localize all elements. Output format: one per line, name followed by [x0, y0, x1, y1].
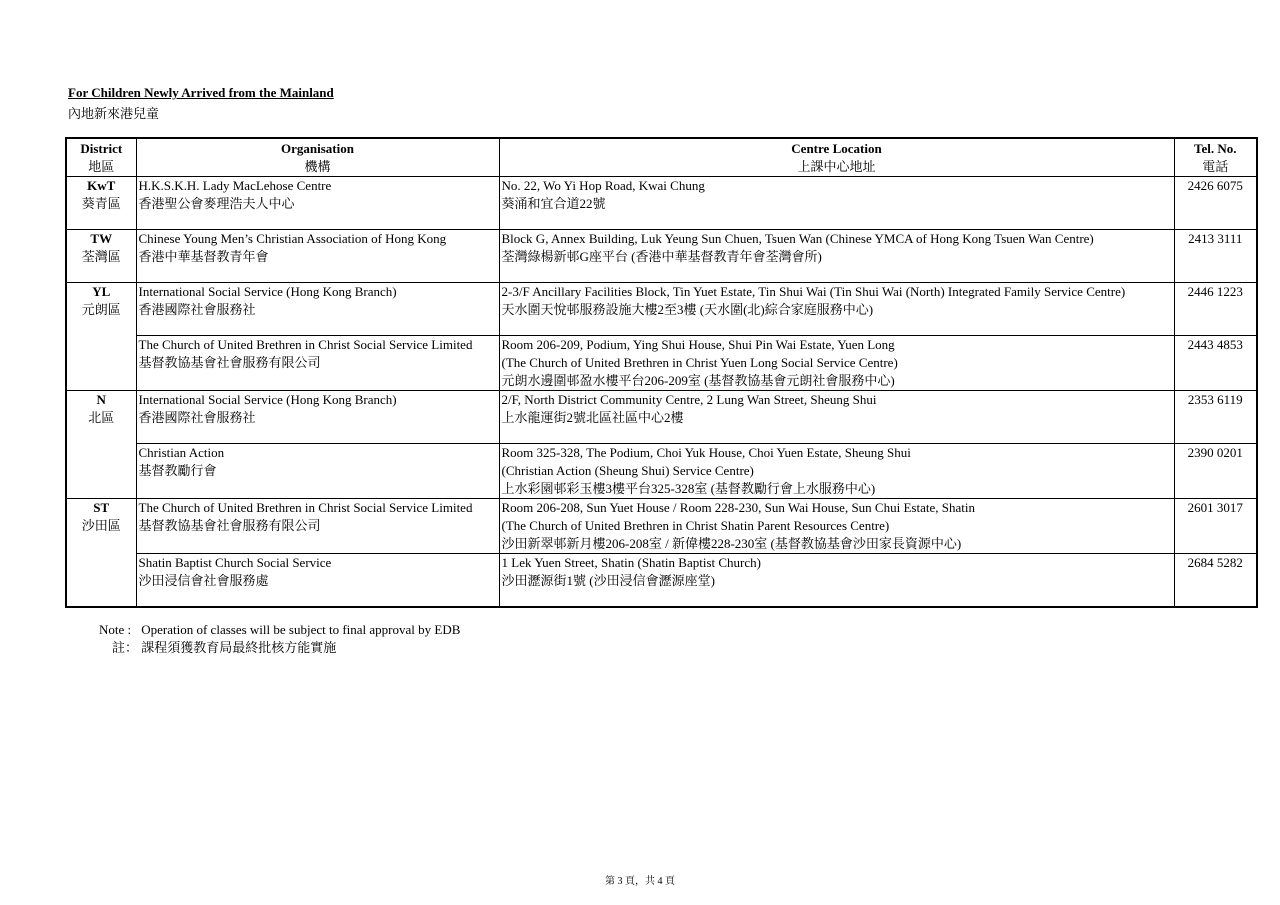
- table-row: [66, 283, 1257, 336]
- district-cell: TW 荃灣區: [66, 230, 136, 283]
- location-cell: No. 22, Wo Yi Hop Road, Kwai Chung 葵涌和宜合道22號: [499, 177, 1174, 230]
- district-cell: KwT 葵青區: [66, 177, 136, 230]
- organisation-cell: International Social Service (Hong Kong Branch) 香港國際社會服務社: [136, 391, 499, 444]
- note-en: Note : Operation of classes will be subject to final approval by EDB: [99, 622, 461, 637]
- table-row: [66, 336, 1257, 391]
- header-location: Centre Location 上課中心地址: [499, 138, 1174, 177]
- location-cell: 2/F, North District Community Centre, 2 Lung Wan Street, Sheung Shui 上水龍運街2號北區社區中心2樓: [499, 391, 1174, 444]
- tel-cell: 2601 3017: [1174, 499, 1257, 554]
- location-cell: 1 Lek Yuen Street, Shatin (Shatin Baptist Church) 沙田瀝源街1號 (沙田浸信會瀝源座堂): [499, 554, 1174, 607]
- organisation-cell: The Church of United Brethren in Christ Social Service Limited 基督教協基會社會服務有限公司: [136, 336, 499, 391]
- tel-cell: 2413 3111: [1174, 230, 1257, 283]
- location-cell: Room 206-208, Sun Yuet House / Room 228-230, Sun Wai House, Sun Chui Estate, Shatin (The Church of United Brethren in Christ Shatin Parent Resources Centre) 沙田新翠邨新月樓206-208室 / 新偉樓228-230室 (基督教協基會沙田家長資源中心): [499, 499, 1174, 554]
- note-zh: 註： 課程須獲教育局最終批核方能實施: [111, 640, 337, 655]
- district-cell: ST 沙田區: [66, 499, 136, 607]
- location-cell: Room 325-328, The Podium, Choi Yuk House, Choi Yuen Estate, Sheung Shui (Christian Action (Sheung Shui) Service Centre) 上水彩園邨彩玉樓3樓平台325-328室 (基督教勵行會上水服務中心): [499, 444, 1174, 499]
- organisation-cell: The Church of United Brethren in Christ Social Service Limited 基督教協基會社會服務有限公司: [136, 499, 499, 554]
- centres-table: [65, 137, 1258, 608]
- organisation-cell: Shatin Baptist Church Social Service 沙田浸信會社會服務處: [136, 554, 499, 607]
- district-cell: YL 元朗區: [66, 283, 136, 391]
- tel-cell: 2390 0201: [1174, 444, 1257, 499]
- table-row: [66, 554, 1257, 607]
- page-number: 第 3 頁，共 4 頁: [605, 876, 675, 887]
- tel-cell: 2353 6119: [1174, 391, 1257, 444]
- location-cell: Room 206-209, Podium, Ying Shui House, Shui Pin Wai Estate, Yuen Long (The Church of United Brethren in Christ Yuen Long Social Service Centre) 元朗水邊圍邨盈水樓平台206-209室 (基督教協基會元朗社會服務中心): [499, 336, 1174, 391]
- table-row: [66, 499, 1257, 554]
- location-cell: Block G, Annex Building, Luk Yeung Sun Chuen, Tsuen Wan (Chinese YMCA of Hong Kong Tsuen Wan Centre) 荃灣綠楊新邨G座平台 (香港中華基督教青年會荃灣會所): [499, 230, 1174, 283]
- tel-cell: 2426 6075: [1174, 177, 1257, 230]
- note: [99, 621, 460, 657]
- section-title-zh: 內地新來港兒童: [68, 106, 160, 121]
- table-row: [66, 177, 1257, 230]
- tel-cell: 2446 1223: [1174, 283, 1257, 336]
- location-cell: 2-3/F Ancillary Facilities Block, Tin Yuet Estate, Tin Shui Wai (Tin Shui Wai (North) Integrated Family Service Centre) 天水圍天悅邨服務設施大樓2至3樓 (天水圍(北)綜合家庭服務中心): [499, 283, 1174, 336]
- table-row: [66, 230, 1257, 283]
- organisation-cell: International Social Service (Hong Kong Branch) 香港國際社會服務社: [136, 283, 499, 336]
- section-title-en: For Children Newly Arrived from the Mainland: [68, 85, 334, 100]
- header-district: District 地區: [66, 138, 136, 177]
- header-tel: Tel. No. 電話: [1174, 138, 1257, 177]
- tel-cell: 2443 4853: [1174, 336, 1257, 391]
- organisation-cell: Christian Action 基督教勵行會: [136, 444, 499, 499]
- table-header-row: [66, 138, 1257, 177]
- tel-cell: 2684 5282: [1174, 554, 1257, 607]
- header-organisation: Organisation 機構: [136, 138, 499, 177]
- organisation-cell: Chinese Young Men’s Christian Association of Hong Kong 香港中華基督教青年會: [136, 230, 499, 283]
- table-row: [66, 391, 1257, 444]
- district-cell: N 北區: [66, 391, 136, 499]
- organisation-cell: H.K.S.K.H. Lady MacLehose Centre 香港聖公會麥理浩夫人中心: [136, 177, 499, 230]
- table-row: [66, 444, 1257, 499]
